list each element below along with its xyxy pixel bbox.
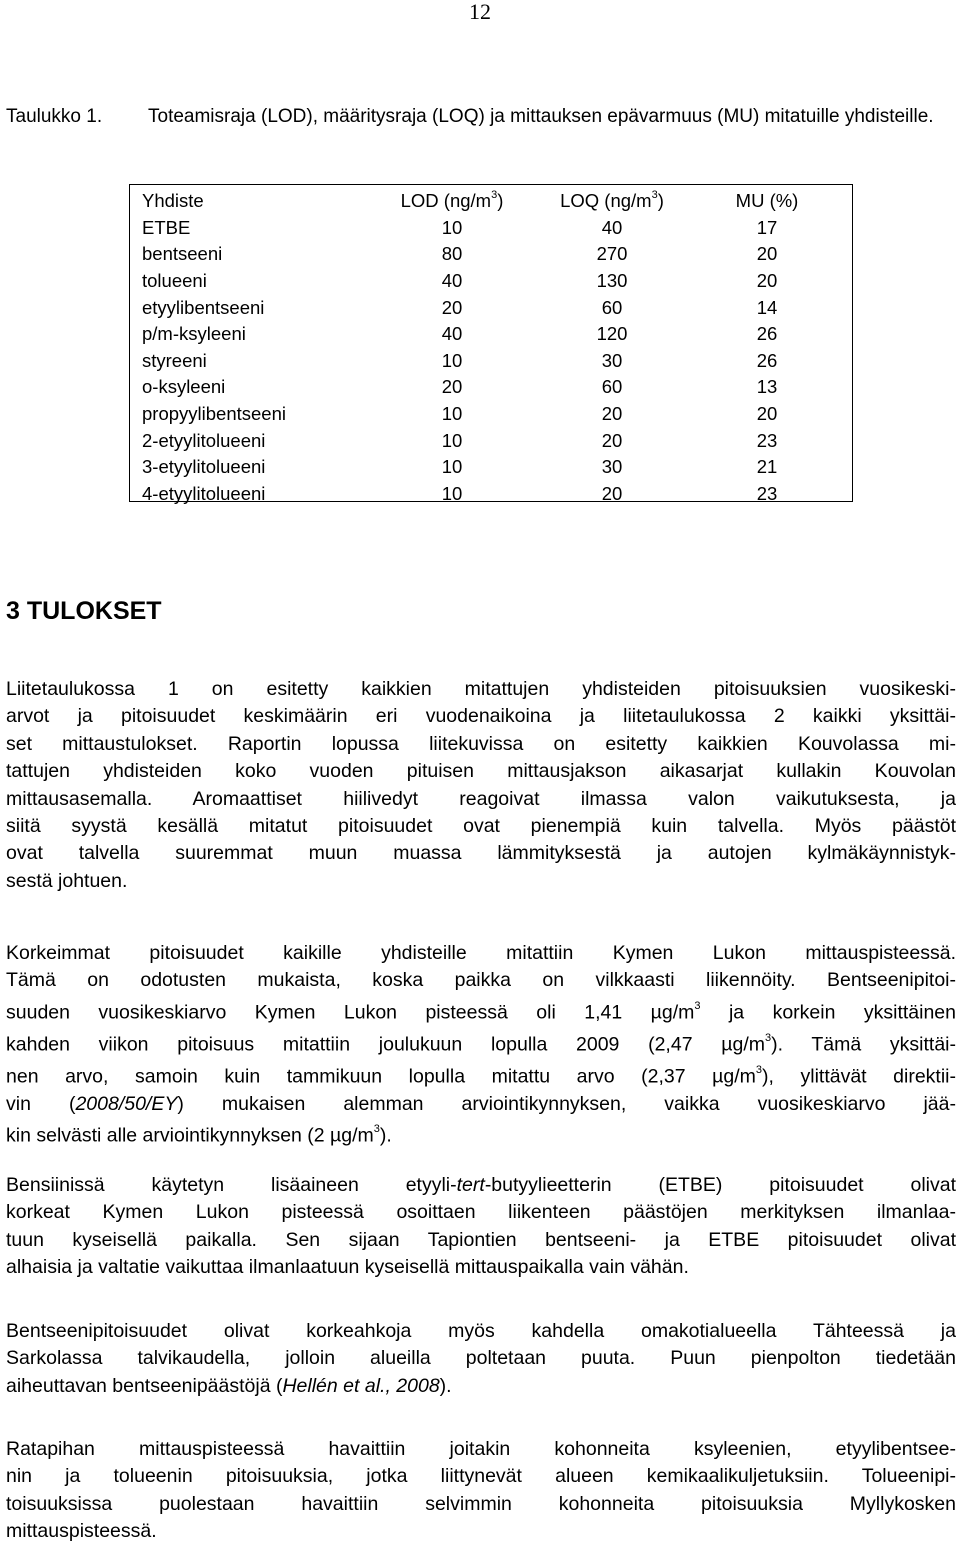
caption-label: Taulukko 1. — [6, 106, 103, 127]
text-line: ovat talvella suuremmat muun muassa lämmityksestä ja autojen kylmäkäynnistyk- — [6, 842, 956, 865]
text-line: vin (2008/50/EY) mukaisen alemman arviointikynnyksen, vaikka vuosikeskiarvo jää- — [6, 1092, 956, 1115]
compound-cell: 4-etyylitolueeni — [142, 482, 266, 504]
text-line: arvot ja pitoisuudet keskimäärin eri vuodenaikoina ja liitetaulukossa 2 kaikki yksittäi- — [6, 705, 956, 728]
lod-cell: 10 — [441, 456, 463, 478]
compound-cell: o-ksyleeni — [142, 376, 226, 398]
text-line: tattujen yhdisteiden koko vuoden pituisen mittausjakson aikasarjat kullakin Kouvolan — [6, 760, 956, 783]
table-row — [142, 294, 842, 321]
mu-cell: 23 — [756, 429, 778, 451]
loq-cell: 60 — [601, 296, 623, 318]
table-row — [142, 268, 842, 295]
mu-cell: 17 — [756, 216, 778, 238]
lod-cell: 10 — [441, 216, 463, 238]
compound-cell: p/m-ksyleeni — [142, 323, 246, 345]
section-heading: 3 TULOKSET — [6, 597, 162, 625]
lod-cell: 40 — [441, 270, 463, 292]
text-line: Sarkolassa talvikaudella, jolloin alueilla poltetaan puuta. Puun pienpolton tiedetään — [6, 1347, 956, 1370]
text-line: nin ja tolueenin pitoisuuksia, jotka liittynevät alueen kemikaalikuljetuksiin. Tolueenipi- — [6, 1465, 956, 1488]
table-row — [142, 454, 842, 481]
caption-text: Toteamisraja (LOD), määritysraja (LOQ) ja mittauksen epävarmuus (MU) mitatuille yhdisteille. — [148, 106, 934, 127]
table-row — [142, 401, 842, 428]
loq-cell: 20 — [601, 403, 623, 425]
loq-cell: 20 — [601, 429, 623, 451]
text-line: Bentseenipitoisuudet olivat korkeahkoja myös kahdella omakotialueella Tähteessä ja — [6, 1320, 956, 1342]
lod-cell: 10 — [441, 429, 463, 451]
lod-cell: 10 — [441, 349, 463, 371]
text-line: kin selvästi alle arviointikynnyksen (2 $\mu g/m^3$). — [6, 1122, 392, 1147]
loq-cell: 270 — [596, 243, 628, 265]
lod-cell: 40 — [441, 323, 463, 345]
page-number: 12 — [469, 0, 491, 24]
lod-cell: 10 — [441, 482, 463, 504]
compound-cell: tolueeni — [142, 270, 207, 292]
text-line: siitä syystä kesällä mitatut pitoisuudet ovat pienempiä kuin talvella. Myös päästöt — [6, 815, 956, 838]
text-line: Liitetaulukossa 1 on esitetty kaikkien mitattujen yhdisteiden pitoisuuksien vuosikeski- — [6, 678, 956, 700]
text-line: kahden viikon pitoisuus mitattiin joulukuun lopulla 2009 (2,47 $\mu g/m^3$). Tämä yksittäi- — [6, 1031, 956, 1056]
header-compound: Yhdiste — [142, 190, 204, 212]
text-line: alhaisia ja valtatie vaikuttaa ilmanlaatuun kyseisellä mittauspaikalla vain vähän. — [6, 1256, 689, 1279]
table-row — [142, 348, 842, 375]
table-row — [142, 215, 842, 242]
table-row — [142, 481, 842, 508]
compound-cell: 3-etyylitolueeni — [142, 456, 266, 478]
table-row — [142, 427, 842, 454]
lod-cell: 20 — [441, 376, 463, 398]
compound-cell: 2-etyylitolueeni — [142, 429, 266, 451]
mu-cell: 26 — [756, 349, 778, 371]
text-line: aiheuttavan bentseenipäästöjä (Hellén et al., 2008). — [6, 1374, 452, 1397]
text-line: tuun kyseisellä paikalla. Sen sijaan Tapiontien bentseeni- ja ETBE pitoisuudet olivat — [6, 1228, 956, 1251]
text-line: mittauspisteessä. — [6, 1520, 157, 1543]
text-line: Bensiinissä käytetyn lisäaineen etyyli-tert-butyylieetterin (ETBE) pitoisuudet olivat — [6, 1174, 956, 1196]
text-line: mittausasemalla. Aromaattiset hiilivedyt reagoivat ilmassa valon vaikutuksesta, ja — [6, 787, 956, 810]
table-row — [142, 321, 842, 348]
mu-cell: 20 — [756, 403, 778, 425]
table-header-row — [142, 188, 842, 215]
mu-cell: 26 — [756, 323, 778, 345]
header-lod: LOD $(ng/m^3)$ — [400, 189, 504, 212]
paragraph-wood-burning — [6, 1318, 956, 1400]
results-table-frame — [129, 184, 853, 502]
text-line: Korkeimmat pitoisuudet kaikille yhdisteille mitattiin Kymen Lukon mittauspisteessä. — [6, 942, 956, 964]
loq-cell: 30 — [601, 456, 623, 478]
paragraph-rail-yard — [6, 1436, 956, 1546]
text-line: suuden vuosikeskiarvo Kymen Lukon pisteessä oli 1,41 $\mu g/m^3$ ja korkein yksittäinen — [6, 999, 957, 1024]
lod-cell: 20 — [441, 296, 463, 318]
lod-cell: 10 — [441, 403, 463, 425]
compound-cell: styreeni — [142, 349, 207, 371]
text-line: Ratapihan mittauspisteessä havaittiin joitakin kohonneita ksyleenien, etyylibentsee- — [6, 1438, 956, 1460]
table-body — [142, 215, 842, 508]
mu-cell: 23 — [756, 482, 778, 504]
header-mu: MU (%) — [735, 190, 799, 212]
loq-cell: 30 — [601, 349, 623, 371]
table-row — [142, 374, 842, 401]
mu-cell: 20 — [756, 270, 778, 292]
paragraph-results-intro — [6, 676, 956, 895]
detection-limits-table — [142, 188, 842, 507]
lod-cell: 80 — [441, 243, 463, 265]
mu-cell: 20 — [756, 243, 778, 265]
text-line: sestä johtuen. — [6, 869, 128, 892]
mu-cell: 13 — [756, 376, 778, 398]
mu-cell: 14 — [756, 296, 778, 318]
header-loq: LOQ $(ng/m^3)$ — [560, 189, 664, 212]
mu-cell: 21 — [756, 456, 778, 478]
paragraph-kymen-lukko — [6, 940, 956, 1150]
table-row — [142, 241, 842, 268]
loq-cell: 60 — [601, 376, 623, 398]
loq-cell: 40 — [601, 216, 623, 238]
text-line: toisuuksissa puolestaan havaittiin selvimmin kohonneita pitoisuuksia Myllykosken — [6, 1492, 956, 1515]
text-line: korkeat Kymen Lukon pisteessä osoittaen liikenteen päästöjen merkityksen ilmanlaa- — [6, 1201, 956, 1224]
compound-cell: etyylibentseeni — [142, 296, 265, 318]
text-line: set mittaustulokset. Raportin lopussa liitekuvissa on esitetty kaikkien Kouvolassa mi- — [6, 732, 956, 755]
loq-cell: 130 — [596, 270, 628, 292]
compound-cell: bentseeni — [142, 243, 223, 265]
citation: Hellén et al., 2008 — [282, 1374, 440, 1397]
compound-cell: propyylibentseeni — [142, 403, 286, 425]
text-line: Tämä on odotusten mukaista, koska paikka on vilkkaasti liikennöity. Bentseenipitoi- — [6, 969, 956, 992]
directive-reference: 2008/50/EY — [75, 1092, 178, 1115]
paragraph-etbe — [6, 1172, 956, 1282]
compound-cell: ETBE — [142, 216, 191, 238]
text-line: nen arvo, samoin kuin tammikuun lopulla mitattu arvo (2,37 $\mu g/m^3$), ylittävät direktii- — [6, 1063, 956, 1088]
loq-cell: 120 — [596, 323, 628, 345]
loq-cell: 20 — [601, 482, 623, 504]
table-caption — [6, 104, 956, 129]
